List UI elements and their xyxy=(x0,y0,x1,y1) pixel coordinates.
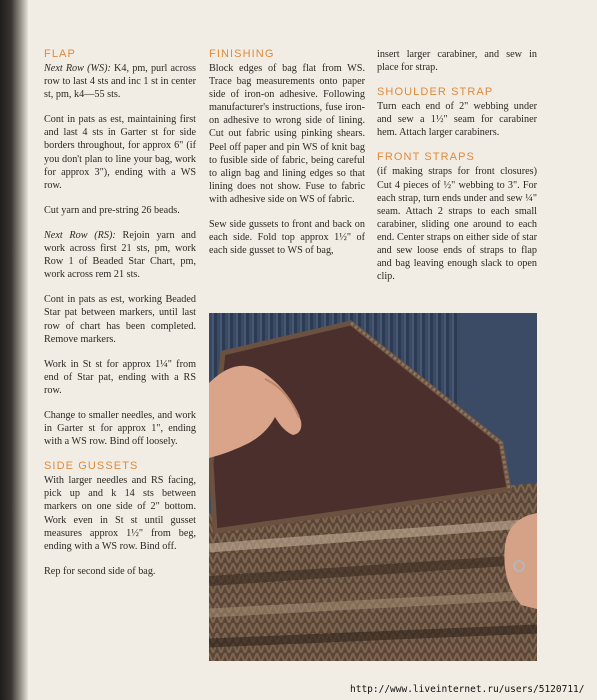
bag-lining-photo xyxy=(209,313,537,661)
flap-paragraph-1 xyxy=(44,62,196,101)
flap-paragraph-5: Cont in pats as est, working Beaded Star pat between markers, until last row of chart has been completed. Remove markers. xyxy=(44,294,196,345)
row-text: K4, pm, purl across row to last 4 sts and inc 1 st in center st, pm, k4—55 sts. xyxy=(44,63,196,101)
flap-paragraph-3: Cut yarn and pre-string 26 beads. xyxy=(44,204,180,216)
section-heading-flap: FLAP xyxy=(44,48,76,60)
section-heading-shoulder-strap: SHOULDER STRAP xyxy=(377,86,494,99)
section-heading-front-straps: FRONT STRAPS xyxy=(377,151,475,164)
column-right xyxy=(377,48,537,295)
column-middle xyxy=(209,48,365,269)
finishing-paragraph-2: Sew side gussets to front and back on each side. Fold top approx 1½" of each side gusset to WS of bag, xyxy=(209,219,365,257)
section-heading-finishing: FINISHING xyxy=(209,48,275,60)
row-text: Rejoin yarn and work across first 21 sts, pm, work Row 1 of Beaded Star Chart, pm, work across rem 21 sts. xyxy=(44,229,196,281)
flap-paragraph-2: Cont in pats as est, maintaining first and last 4 sts in Garter st for side borders throughout, for approx 6" (if you don't plan to line your bag, work for approx 3"), ending with a WS row. xyxy=(44,114,196,191)
continued-paragraph: insert larger carabiner, and sew in place for strap. xyxy=(377,49,537,74)
column-left xyxy=(44,48,196,590)
shoulder-strap-paragraph: Turn each end of 2" webbing under and sew a 1½" seam for carabiner hem. Attach larger carabiners. xyxy=(377,101,537,139)
section-heading-side-gussets: SIDE GUSSETS xyxy=(44,460,139,473)
book-spine-shadow xyxy=(0,0,28,700)
gussets-paragraph-2: Rep for second side of bag. xyxy=(44,565,156,577)
finishing-paragraph-1: Block edges of bag flat from WS. Trace bag measurements onto paper side of iron-on adhesive. Following manufacturer's instructions, fuse iron-on adhesive to wrong side of lining. Cut out fabric using pinking shears. Peel off paper and pin WS of knit bag to fusible side of fabric, being careful to align bag and lining edges so that lining does not show. Fuse to fabric with adhesive side on WS of fabric. xyxy=(209,63,365,205)
row-label: Next Row (RS): xyxy=(44,229,116,241)
front-straps-paragraph: (if making straps for front closures) Cut 4 pieces of ½" webbing to 3". For each strap, turn ends under and sew ¼" seam. Attach 2 straps to each small carabiner, sliding one around to each end. Center straps on either side of star and sew loose ends of straps to flap and bag leaving enough slack to open clip. xyxy=(377,166,537,283)
flap-paragraph-7: Change to smaller needles, and work in Garter st for approx 1", ending with a WS row. Bind off loosely. xyxy=(44,409,196,448)
row-label: Next Row (WS): xyxy=(44,63,111,74)
source-url-watermark: http://www.liveinternet.ru/users/5120711/ xyxy=(350,684,585,695)
flap-paragraph-4 xyxy=(44,229,196,281)
gussets-paragraph-1: With larger needles and RS facing, pick up and k 14 sts between markers on one side of 2" bottom. Work even in St st until gusset measures approx 1½" from beg, ending with a WS row. Bind off. xyxy=(44,475,196,552)
photo-illustration xyxy=(209,313,537,661)
flap-paragraph-6: Work in St st for approx 1¼" from end of Star pat, ending with a RS row. xyxy=(44,358,196,396)
